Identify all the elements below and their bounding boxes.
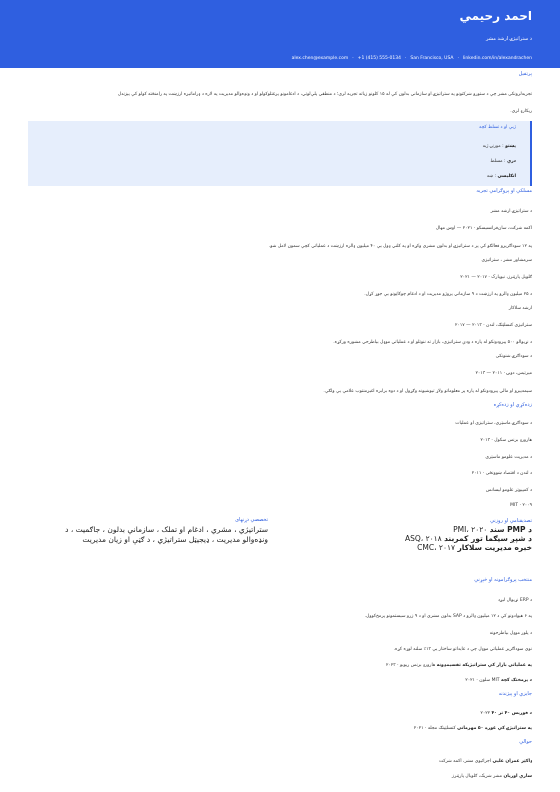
publication-meta: هارورډ بزنس ریویو · ۲۰۲۳ bbox=[386, 663, 437, 668]
expertise-line-1: ستراتیژي ، مشري ، ادغام او تملک ، سازماني بدلون ، جاګمیت ، د bbox=[65, 525, 268, 534]
job-description: په ۱۲ سوداګریزو فعالګو کې پر د ستراتيژۍ او بدلون مشري وکړه او په کلني ډول یې ۴۰ میلیون ډالره ارزښت د عملیاتي کچې سمون لامل شو. bbox=[268, 244, 532, 249]
separator: · bbox=[404, 56, 407, 61]
publication-line bbox=[386, 663, 532, 668]
job-meta: ستراتيژي کنسلټنګ، لندن · ۲۰۱۳ — ۲۰۱۷ bbox=[455, 323, 532, 328]
job-description: د نړیوالو ۵۰۰ پېرودونکو له پاره د ودې ستراتيژي، بازار ته ننوتلو او د عملیاتي موډل بیاطرحي مشوره ورکړه. bbox=[333, 340, 532, 345]
award-meta: ۲۰۲۲ bbox=[480, 711, 492, 716]
experience-heading: مسلکي او پروګرامي تجربه bbox=[476, 188, 532, 194]
language-name: دري bbox=[506, 159, 516, 164]
reference-meta: مشر شریک، ګلوبال پارټنرز bbox=[451, 774, 504, 779]
email-link[interactable]: alex.chen@example.com bbox=[291, 56, 349, 61]
contact-line bbox=[292, 56, 532, 61]
job-description: د ۲۵ میلیون ډالرو په ارزښت د ۹ سازماني پروژو مدیریت او د ادغام چوکاټونو یې جوړ کړل. bbox=[364, 292, 532, 297]
job-meta: ګلوبل پارټنرز، نیویارک · ۲۰۱۷ — ۲۰۲۱ bbox=[460, 275, 532, 280]
certification-name: خبره مدیریت سلاکار bbox=[457, 543, 532, 552]
expertise-line-2: ونډه‌والو مدیریت ، ډیجیټل ستراتيژي ، د ګټې او زیان مدیریت bbox=[82, 535, 268, 544]
degree-title: د مدیریت علومو ماسټري bbox=[485, 455, 532, 460]
project-description: په ۶ هېوادونو کې د ۱۲ میلیون ډالرو د SAP بدلون مشري او د ۹ زرو سیستمونو پرمخ‌کوول. bbox=[364, 614, 532, 619]
award-line bbox=[480, 711, 532, 716]
job-meta: میرتیس، دوبۍ · ۲۰۱۱ — ۲۰۱۳ bbox=[475, 371, 532, 376]
job-title: سرمشاور مشر ، ستراتيژي bbox=[481, 258, 532, 263]
degree-title: د سوداګرۍ ماسټري، ستراتيژي او عملیات bbox=[455, 421, 532, 426]
languages-box bbox=[28, 121, 532, 186]
certification-line bbox=[453, 525, 532, 534]
awards-heading: جایزې او پیژندنه bbox=[498, 691, 532, 697]
separator: · bbox=[457, 56, 459, 61]
certifications-heading: تصدیقنامې او روزنې bbox=[490, 518, 532, 524]
degree-title: د کمپیوټر علومو لیسانس bbox=[485, 488, 532, 493]
reference-name: ډاکټر عمران علیي bbox=[492, 759, 532, 764]
separator: · bbox=[352, 56, 354, 61]
phone-text: +1 (415) 555-0134 bbox=[357, 56, 401, 61]
job-title: د سوداګرۍ شنونکی bbox=[495, 354, 532, 359]
reference-name: سارې اوریان bbox=[503, 774, 532, 779]
resume-header bbox=[0, 0, 560, 68]
education-heading: زده‌کړې او زده‌کړه bbox=[493, 402, 532, 408]
job-title: د ستراتيژۍ ارشد مشر bbox=[490, 209, 532, 214]
project-title: د ERP نړیوال لیږد bbox=[497, 598, 532, 603]
language-level: مسلط bbox=[490, 159, 503, 164]
publication-meta: MIT سلون · ۲۰۲۱ bbox=[465, 678, 501, 683]
publication-title: د پرمختګ کچه bbox=[501, 678, 532, 683]
degree-meta: د لندن د اقتصاد ښوونځی · ۲۰۱۱ bbox=[471, 471, 532, 476]
language-level: ښه bbox=[486, 174, 494, 179]
language-row: پښتو : مورنۍ ژبه bbox=[482, 144, 516, 149]
award-title: په ستراتيژۍ کې غوره ۵۰ مهرماني bbox=[457, 726, 532, 731]
degree-meta: MIT · ۲۰۰۹ bbox=[510, 503, 532, 508]
location-text: San Francisco, USA bbox=[410, 56, 454, 61]
job-description: سیمه‌ییزو او مالي پېرودونکو له پاره پر معلوماتو ولاړ تیوشیونه وګړول او د دوه برابره اغیزمنتوب علامې یې ولګې. bbox=[323, 389, 532, 394]
language-name: پښتو bbox=[505, 144, 516, 149]
profile-text-line-1: تجربه‌لرونکی مشر چې د ستورو شرکتونو په ستراتيژۍ او سازماني بدلون کې له ۱۵ کلونو زیاته تجربه لري؛ د منطقي پلې‌لوتي، د ادغامونو پرغتلوکولو او د ونډه‌والو مدیریت په لاره د ډراماتيزه ارزښت په رامنځته کولو کې پېژندل bbox=[117, 92, 532, 97]
references-heading: حوالې bbox=[519, 739, 532, 745]
projects-heading: منتخب پروګرامونه او څېړنې bbox=[474, 577, 532, 583]
candidate-role: د ستراتيژۍ ارشد مشر bbox=[486, 36, 532, 42]
reference-line bbox=[452, 774, 532, 779]
languages-heading: ژبې او د تسلط کچه bbox=[479, 125, 516, 130]
certification-line bbox=[405, 534, 532, 543]
degree-meta: هارورډ بزنس سکول · ۲۰۱۳ bbox=[480, 438, 532, 443]
award-meta: کنسلټینګ مجله · ۲۰۲۱ bbox=[413, 726, 458, 731]
publication-title: په عملیاتي بازار کې ستراتيژیکه تقسیمډونه bbox=[436, 663, 532, 668]
certification-meta: PMI، ۲۰۲۰ bbox=[453, 525, 490, 534]
award-title: د فوربس ۴۰ تر ۴۰ bbox=[491, 711, 532, 716]
certification-meta: ASQ، ۲۰۱۸ bbox=[404, 534, 445, 543]
language-row: انګلیسي : ښه bbox=[486, 174, 516, 179]
certification-name: د شپږ سیګما تور کمربند bbox=[444, 534, 532, 543]
award-line bbox=[414, 726, 532, 731]
language-name: انګلیسي bbox=[497, 174, 516, 179]
project-description: نوي سوداګریز عملیاتي موډل چې د عایداتو ساختار یې ۱۳٪ سلنه لوړه کړه. bbox=[393, 647, 532, 652]
expertise-heading: تخصصي دړنهای bbox=[235, 517, 268, 523]
linkedin-link[interactable]: linkedin.com/in/alexandrachen bbox=[462, 56, 532, 61]
job-title: ارشد سلاکار bbox=[508, 306, 532, 311]
reference-meta: اجرائیوي مشر، اکمه شرکت bbox=[438, 759, 493, 764]
certification-meta: CMC، ۲۰۱۷ bbox=[417, 543, 458, 552]
certification-line bbox=[417, 543, 532, 552]
publication-line bbox=[465, 678, 532, 683]
profile-text-line-2: ریکارډ لري. bbox=[510, 109, 532, 114]
job-meta: اکمه شرکت، سان‌فرانسیسکو · ۲۰۲۱ — اوس مهال bbox=[435, 226, 532, 231]
language-row: دري : مسلط bbox=[490, 159, 516, 164]
language-level: مورنۍ ژبه bbox=[482, 144, 501, 149]
certification-name: د PMP سند bbox=[489, 525, 532, 534]
reference-line bbox=[439, 759, 532, 764]
profile-heading: پرتفیل bbox=[518, 71, 532, 77]
candidate-name: احمد رحیمي bbox=[459, 9, 532, 23]
project-title: د پلور موډل بیاطرحونه bbox=[489, 631, 532, 636]
